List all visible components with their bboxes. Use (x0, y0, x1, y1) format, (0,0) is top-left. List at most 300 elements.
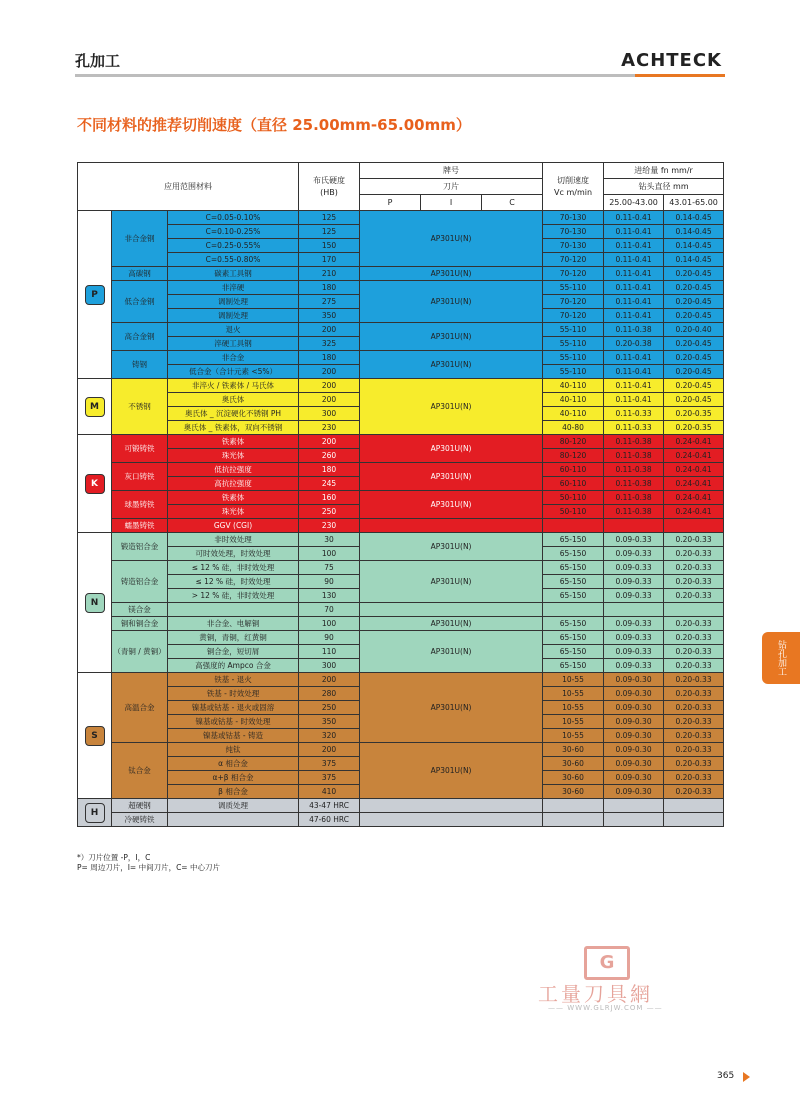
feed2-cell: 0.20-0.45 (664, 281, 724, 295)
feed1-cell: 0.09-0.33 (604, 589, 664, 603)
table-row (78, 617, 724, 631)
hb-cell: 230 (299, 519, 360, 533)
feed1-cell: 0.11-0.41 (604, 379, 664, 393)
sub-cell: ≤ 12 % 硅，时效处理 (168, 575, 299, 589)
feed2-cell: 0.20-0.33 (664, 659, 724, 673)
header-d2: 43.01-65.00 (664, 195, 724, 211)
category-cell: 球墨铸铁 (112, 491, 168, 519)
header-rule-accent (635, 74, 725, 77)
feed2-cell: 0.20-0.33 (664, 729, 724, 743)
section-header: 孔加工 (75, 52, 121, 70)
vc-cell: 65-150 (543, 533, 604, 547)
feed1-cell: 0.11-0.38 (604, 435, 664, 449)
vc-cell: 55-110 (543, 323, 604, 337)
vc-cell: 80-120 (543, 435, 604, 449)
feed2-cell (664, 519, 724, 533)
table-row (78, 799, 724, 813)
sub-cell: 镍基或钴基 - 退火或固溶 (168, 701, 299, 715)
feed2-cell: 0.20-0.45 (664, 379, 724, 393)
table-row (78, 351, 724, 365)
footnote-positions: *）刀片位置 -P，I，C (77, 853, 151, 862)
sub-cell (168, 813, 299, 827)
feed1-cell: 0.11-0.41 (604, 225, 664, 239)
vc-cell: 70-120 (543, 253, 604, 267)
grade-cell: AP301U(N) (360, 281, 543, 323)
vc-cell: 70-120 (543, 267, 604, 281)
feed2-cell: 0.24-0.41 (664, 505, 724, 519)
feed1-cell: 0.09-0.30 (604, 729, 664, 743)
hb-cell: 325 (299, 337, 360, 351)
group-badge-p: P (85, 285, 105, 305)
vc-cell: 50-110 (543, 491, 604, 505)
feed2-cell: 0.24-0.41 (664, 463, 724, 477)
group-badge-n: N (85, 593, 105, 613)
grade-cell-empty (360, 799, 543, 813)
brand-logo: ACHTECK (621, 50, 722, 71)
hb-cell: 200 (299, 743, 360, 757)
feed2-cell: 0.20-0.45 (664, 351, 724, 365)
table-row (78, 267, 724, 281)
hb-cell: 300 (299, 407, 360, 421)
vc-cell: 80-120 (543, 449, 604, 463)
hb-cell: 245 (299, 477, 360, 491)
group-cell-m (78, 379, 112, 435)
category-cell: 蠕墨铸铁 (112, 519, 168, 533)
feed2-cell: 0.20-0.40 (664, 323, 724, 337)
vc-cell: 30-60 (543, 771, 604, 785)
grade-cell: AP301U(N) (360, 463, 543, 491)
feed2-cell: 0.20-0.33 (664, 673, 724, 687)
sub-cell (168, 603, 299, 617)
sub-cell: 铁素体 (168, 435, 299, 449)
vc-cell: 65-150 (543, 631, 604, 645)
vc-cell: 10-55 (543, 673, 604, 687)
feed2-cell (664, 813, 724, 827)
feed1-cell: 0.11-0.41 (604, 351, 664, 365)
feed2-cell: 0.20-0.33 (664, 561, 724, 575)
feed2-cell: 0.20-0.33 (664, 785, 724, 799)
feed1-cell: 0.11-0.41 (604, 253, 664, 267)
category-cell: 铸钢 (112, 351, 168, 379)
grade-cell: AP301U(N) (360, 491, 543, 519)
grade-cell-empty (360, 813, 543, 827)
sub-cell: 退火 (168, 323, 299, 337)
hb-cell: 125 (299, 211, 360, 225)
group-badge-h: H (85, 803, 105, 823)
header-speed: 切削速度 Vc m/min (543, 163, 604, 211)
feed2-cell: 0.20-0.33 (664, 771, 724, 785)
sub-cell: 珠光体 (168, 449, 299, 463)
footnote-legend: P= 周边刀片，I= 中间刀片，C= 中心刀片 (77, 863, 220, 872)
category-cell: 镁合金 (112, 603, 168, 617)
sub-cell: β 相合金 (168, 785, 299, 799)
hb-cell: 200 (299, 435, 360, 449)
vc-cell: 40-80 (543, 421, 604, 435)
vc-cell: 55-110 (543, 351, 604, 365)
hb-cell: 180 (299, 351, 360, 365)
hb-cell: 210 (299, 267, 360, 281)
feed1-cell: 0.09-0.30 (604, 715, 664, 729)
vc-cell: 70-130 (543, 211, 604, 225)
vc-cell: 70-120 (543, 295, 604, 309)
vc-cell: 50-110 (543, 505, 604, 519)
sub-cell: 低合金（合计元素 <5%） (168, 365, 299, 379)
feed2-cell: 0.20-0.45 (664, 393, 724, 407)
sub-cell: 珠光体 (168, 505, 299, 519)
feed2-cell: 0.24-0.41 (664, 449, 724, 463)
feed1-cell (604, 799, 664, 813)
sub-cell: 调质处理 (168, 799, 299, 813)
feed2-cell: 0.20-0.33 (664, 645, 724, 659)
group-cell-n (78, 533, 112, 673)
feed2-cell: 0.20-0.33 (664, 743, 724, 757)
vc-cell: 65-150 (543, 589, 604, 603)
header-material: 应用范围材料 (78, 163, 299, 211)
feed2-cell: 0.20-0.33 (664, 701, 724, 715)
grade-cell-empty (360, 603, 543, 617)
group-cell-p (78, 211, 112, 379)
category-cell: 可锻铸铁 (112, 435, 168, 463)
feed1-cell (604, 813, 664, 827)
sub-cell: 纯钛 (168, 743, 299, 757)
table-row (78, 561, 724, 575)
vc-cell: 65-150 (543, 659, 604, 673)
feed2-cell: 0.14-0.45 (664, 211, 724, 225)
sub-cell: α 相合金 (168, 757, 299, 771)
feed1-cell: 0.09-0.30 (604, 743, 664, 757)
grade-cell: AP301U(N) (360, 561, 543, 603)
table-row (78, 463, 724, 477)
hb-cell: 30 (299, 533, 360, 547)
feed1-cell: 0.09-0.30 (604, 771, 664, 785)
feed1-cell: 0.11-0.33 (604, 407, 664, 421)
group-badge-m: M (85, 397, 105, 417)
feed1-cell: 0.09-0.33 (604, 617, 664, 631)
vc-cell: 10-55 (543, 729, 604, 743)
table-row (78, 813, 724, 827)
grade-cell: AP301U(N) (360, 323, 543, 351)
grade-cell: AP301U(N) (360, 435, 543, 463)
hb-cell: 170 (299, 253, 360, 267)
grade-cell: AP301U(N) (360, 267, 543, 281)
vc-cell: 30-60 (543, 785, 604, 799)
sub-cell: 奥氏体 _ 铁素体，双向不锈钢 (168, 421, 299, 435)
sub-cell: 非淬火 / 铁素体 / 马氏体 (168, 379, 299, 393)
sub-cell: 黄铜，青铜，红黄铜 (168, 631, 299, 645)
sub-cell: 镍基或钴基 - 时效处理 (168, 715, 299, 729)
sub-cell: 镍基或钴基 - 铸造 (168, 729, 299, 743)
feed1-cell: 0.11-0.33 (604, 421, 664, 435)
vc-cell: 60-110 (543, 463, 604, 477)
hb-cell: 200 (299, 393, 360, 407)
category-cell: 高温合金 (112, 673, 168, 743)
watermark-text: 工量刀具網 (538, 982, 653, 1006)
hb-cell: 280 (299, 687, 360, 701)
vc-cell: 65-150 (543, 645, 604, 659)
feed1-cell: 0.09-0.33 (604, 533, 664, 547)
feed2-cell: 0.20-0.45 (664, 295, 724, 309)
feed2-cell: 0.14-0.45 (664, 253, 724, 267)
hb-cell: 43-47 HRC (299, 799, 360, 813)
category-cell: 不锈钢 (112, 379, 168, 435)
hb-cell: 160 (299, 491, 360, 505)
feed2-cell: 0.20-0.45 (664, 309, 724, 323)
feed1-cell: 0.11-0.38 (604, 491, 664, 505)
feed2-cell: 0.20-0.33 (664, 575, 724, 589)
feed2-cell: 0.20-0.33 (664, 533, 724, 547)
category-cell: 低合金钢 (112, 281, 168, 323)
sub-cell: α+β 相合金 (168, 771, 299, 785)
hb-cell: 350 (299, 309, 360, 323)
vc-cell (543, 799, 604, 813)
sub-cell: 铁素体 (168, 491, 299, 505)
hb-cell: 110 (299, 645, 360, 659)
header-d1: 25.00-43.00 (604, 195, 664, 211)
sub-cell: GGV (CGI) (168, 519, 299, 533)
feed1-cell: 0.09-0.33 (604, 547, 664, 561)
header-grade: 牌号 (360, 163, 543, 179)
header-pos-i: I (421, 195, 482, 211)
table-row (78, 519, 724, 533)
watermark-url: —— WWW.GLRJW.COM —— (548, 1004, 663, 1012)
feed1-cell: 0.11-0.38 (604, 505, 664, 519)
page-title: 不同材料的推荐切削速度（直径 25.00mm-65.00mm） (77, 116, 471, 134)
vc-cell: 30-60 (543, 743, 604, 757)
feed1-cell: 0.11-0.41 (604, 281, 664, 295)
feed2-cell: 0.20-0.35 (664, 407, 724, 421)
vc-cell: 40-110 (543, 407, 604, 421)
vc-cell: 10-55 (543, 715, 604, 729)
sub-cell: 高强度的 Ampco 合金 (168, 659, 299, 673)
feed2-cell: 0.20-0.33 (664, 617, 724, 631)
feed1-cell: 0.09-0.33 (604, 575, 664, 589)
feed2-cell: 0.20-0.35 (664, 421, 724, 435)
hb-cell: 250 (299, 701, 360, 715)
hb-cell: 100 (299, 617, 360, 631)
feed2-cell: 0.24-0.41 (664, 435, 724, 449)
header-diameter: 钻头直径 mm (604, 179, 724, 195)
sub-cell: 奥氏体 (168, 393, 299, 407)
vc-cell: 70-130 (543, 239, 604, 253)
hb-cell: 300 (299, 659, 360, 673)
vc-cell: 65-150 (543, 561, 604, 575)
table-row (78, 533, 724, 547)
hb-cell: 70 (299, 603, 360, 617)
category-cell: 超硬钢 (112, 799, 168, 813)
category-cell: 铜和铜合金 (112, 617, 168, 631)
category-cell: 冷硬铸铁 (112, 813, 168, 827)
header-feed: 进给量 fn mm/r (604, 163, 724, 179)
vc-cell: 70-130 (543, 225, 604, 239)
vc-cell (543, 519, 604, 533)
feed2-cell: 0.24-0.41 (664, 477, 724, 491)
vc-cell: 65-150 (543, 575, 604, 589)
next-page-arrow-icon[interactable] (743, 1072, 750, 1082)
grade-cell: AP301U(N) (360, 743, 543, 799)
sub-cell: 低抗拉强度 (168, 463, 299, 477)
feed1-cell: 0.11-0.41 (604, 365, 664, 379)
grade-cell: AP301U(N) (360, 379, 543, 435)
vc-cell: 40-110 (543, 379, 604, 393)
feed2-cell (664, 799, 724, 813)
hb-cell: 75 (299, 561, 360, 575)
sub-cell: 非淬硬 (168, 281, 299, 295)
feed1-cell: 0.11-0.41 (604, 393, 664, 407)
sub-cell: > 12 % 硅，非时效处理 (168, 589, 299, 603)
feed1-cell: 0.09-0.33 (604, 659, 664, 673)
feed1-cell: 0.09-0.33 (604, 645, 664, 659)
feed1-cell: 0.11-0.38 (604, 449, 664, 463)
sub-cell: 铁基 - 退火 (168, 673, 299, 687)
feed1-cell: 0.20-0.38 (604, 337, 664, 351)
table-row (78, 603, 724, 617)
hb-cell: 320 (299, 729, 360, 743)
grade-cell: AP301U(N) (360, 631, 543, 673)
feed1-cell: 0.11-0.41 (604, 309, 664, 323)
category-cell: 铸造铝合金 (112, 561, 168, 603)
hb-cell: 375 (299, 757, 360, 771)
hb-cell: 410 (299, 785, 360, 799)
header-pos-p: P (360, 195, 421, 211)
feed1-cell: 0.11-0.41 (604, 295, 664, 309)
feed2-cell: 0.20-0.45 (664, 365, 724, 379)
table-row (78, 631, 724, 645)
feed2-cell: 0.20-0.45 (664, 337, 724, 351)
vc-cell: 55-110 (543, 365, 604, 379)
feed2-cell: 0.24-0.41 (664, 491, 724, 505)
sub-cell: 调制处理 (168, 309, 299, 323)
feed1-cell: 0.11-0.41 (604, 211, 664, 225)
grade-cell: AP301U(N) (360, 211, 543, 267)
group-cell-k (78, 435, 112, 533)
vc-cell: 65-150 (543, 547, 604, 561)
hb-cell: 130 (299, 589, 360, 603)
feed1-cell: 0.09-0.30 (604, 687, 664, 701)
category-cell: 灰口铸铁 (112, 463, 168, 491)
hb-cell: 275 (299, 295, 360, 309)
sub-cell: 铜合金，短切屑 (168, 645, 299, 659)
sub-cell: 淬硬工具钢 (168, 337, 299, 351)
category-cell: （青铜 / 黄铜） (112, 631, 168, 673)
sub-cell: 调制处理 (168, 295, 299, 309)
feed1-cell: 0.09-0.30 (604, 673, 664, 687)
vc-cell: 30-60 (543, 757, 604, 771)
vc-cell (543, 603, 604, 617)
table-row (78, 743, 724, 757)
vc-cell: 10-55 (543, 687, 604, 701)
sub-cell: 可时效处理，时效处理 (168, 547, 299, 561)
sub-cell: C=0.25-0.55% (168, 239, 299, 253)
sub-cell: C=0.55-0.80% (168, 253, 299, 267)
grade-cell: AP301U(N) (360, 533, 543, 561)
hb-cell: 47-60 HRC (299, 813, 360, 827)
feed1-cell: 0.11-0.38 (604, 477, 664, 491)
vc-cell: 55-110 (543, 281, 604, 295)
hb-cell: 100 (299, 547, 360, 561)
feed1-cell: 0.09-0.30 (604, 757, 664, 771)
feed1-cell: 0.09-0.30 (604, 785, 664, 799)
feed1-cell: 0.11-0.38 (604, 463, 664, 477)
category-cell: 非合金钢 (112, 211, 168, 267)
category-cell: 高合金钢 (112, 323, 168, 351)
feed1-cell: 0.11-0.41 (604, 267, 664, 281)
sub-cell: 非合金、电解铜 (168, 617, 299, 631)
hb-cell: 180 (299, 281, 360, 295)
feed2-cell: 0.20-0.33 (664, 687, 724, 701)
grade-cell: AP301U(N) (360, 351, 543, 379)
group-badge-k: K (85, 474, 105, 494)
table-row (78, 323, 724, 337)
vc-cell: 65-150 (543, 617, 604, 631)
sub-cell: 奥氏体 _ 沉淀硬化不锈钢 PH (168, 407, 299, 421)
header-rule (75, 74, 635, 77)
hb-cell: 200 (299, 323, 360, 337)
table-row (78, 211, 724, 225)
page-number: 365 (717, 1071, 735, 1081)
table-row (78, 435, 724, 449)
vc-cell: 70-120 (543, 309, 604, 323)
sub-cell: ≤ 12 % 硅，非时效处理 (168, 561, 299, 575)
vc-cell: 55-110 (543, 337, 604, 351)
grade-cell: AP301U(N) (360, 617, 543, 631)
sub-cell: 非时效处理 (168, 533, 299, 547)
hb-cell: 375 (299, 771, 360, 785)
hb-cell: 230 (299, 421, 360, 435)
feed2-cell: 0.20-0.33 (664, 715, 724, 729)
feed2-cell: 0.20-0.33 (664, 757, 724, 771)
sub-cell: C=0.10-0.25% (168, 225, 299, 239)
header-pos-c: C (482, 195, 543, 211)
sub-cell: 高抗拉强度 (168, 477, 299, 491)
group-cell-s (78, 673, 112, 799)
header-insert: 刀片 (360, 179, 543, 195)
feed1-cell (604, 603, 664, 617)
table-row (78, 491, 724, 505)
sub-cell: C=0.05-0.10% (168, 211, 299, 225)
feed2-cell: 0.20-0.33 (664, 589, 724, 603)
feed2-cell: 0.20-0.33 (664, 547, 724, 561)
feed2-cell: 0.14-0.45 (664, 225, 724, 239)
feed1-cell: 0.09-0.33 (604, 561, 664, 575)
group-badge-s: S (85, 726, 105, 746)
category-cell: 高碳钢 (112, 267, 168, 281)
hb-cell: 150 (299, 239, 360, 253)
feed2-cell: 0.14-0.45 (664, 239, 724, 253)
vc-cell: 40-110 (543, 393, 604, 407)
feed2-cell: 0.20-0.33 (664, 631, 724, 645)
hb-cell: 200 (299, 673, 360, 687)
sub-cell: 非合金 (168, 351, 299, 365)
feed1-cell (604, 519, 664, 533)
hb-cell: 90 (299, 575, 360, 589)
category-cell: 钛合金 (112, 743, 168, 799)
hb-cell: 250 (299, 505, 360, 519)
hb-cell: 200 (299, 379, 360, 393)
feed1-cell: 0.09-0.30 (604, 701, 664, 715)
feed2-cell: 0.20-0.45 (664, 267, 724, 281)
sub-cell: 碳素工具钢 (168, 267, 299, 281)
hb-cell: 90 (299, 631, 360, 645)
watermark-logo-icon: G (584, 946, 630, 980)
category-cell: 锻造铝合金 (112, 533, 168, 561)
hb-cell: 200 (299, 365, 360, 379)
feed1-cell: 0.09-0.33 (604, 631, 664, 645)
hb-cell: 180 (299, 463, 360, 477)
side-tab-drilling[interactable]: 钻孔加工 (762, 632, 800, 684)
feed1-cell: 0.11-0.41 (604, 239, 664, 253)
group-cell-h (78, 799, 112, 827)
hb-cell: 125 (299, 225, 360, 239)
